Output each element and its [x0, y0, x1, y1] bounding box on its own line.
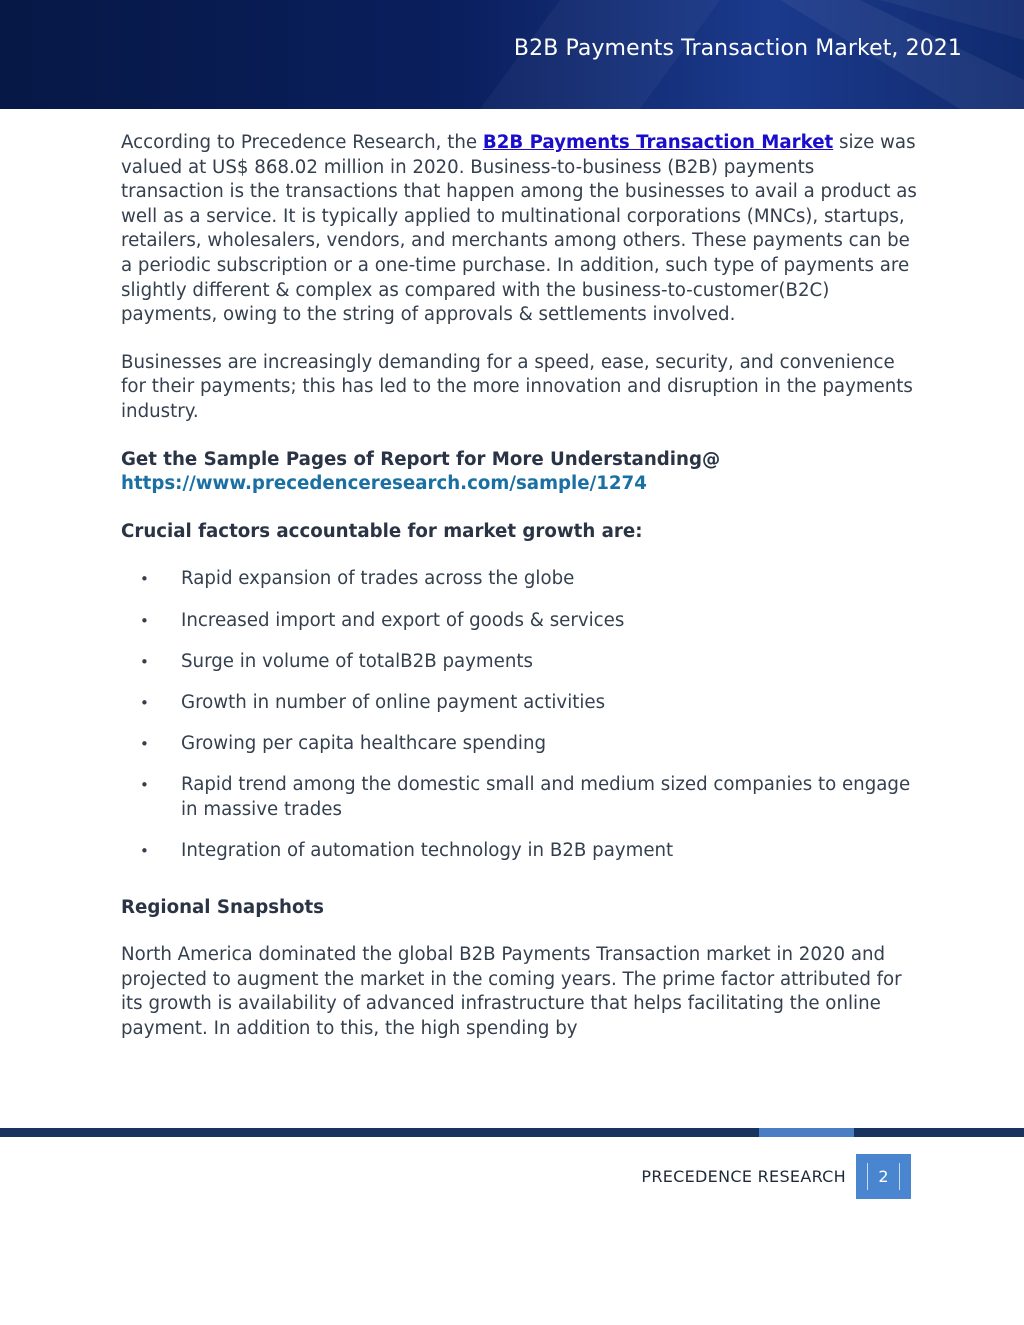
bullet-icon: • — [140, 693, 149, 712]
sample-request — [121, 448, 921, 497]
bullet-icon: • — [140, 776, 149, 795]
footer-brand: PRECEDENCE RESEARCH — [641, 1167, 846, 1186]
list-item: • Rapid expansion of trades across the globe — [121, 567, 921, 592]
list-item: • Surge in volume of totalB2B payments — [121, 650, 921, 675]
market-report-link[interactable]: B2B Payments Transaction Market — [482, 132, 834, 153]
list-item: • Increased import and export of goods & services — [121, 609, 921, 634]
document-body — [121, 131, 921, 1065]
factors-list — [121, 567, 921, 863]
list-item: • Growth in number of online payment activities — [121, 691, 921, 716]
page-number: 2 — [867, 1163, 899, 1190]
footer-rule-accent — [759, 1128, 854, 1137]
factors-heading: Crucial factors accountable for market growth are: — [121, 520, 643, 542]
list-item: • Growing per capita healthcare spending — [121, 732, 921, 757]
intro-prefix: According to Precedence Research, the — [121, 132, 483, 153]
regional-paragraph: North America dominated the global B2B Payments Transaction market in 2020 and projected to augment the market in the coming years. The prime factor attributed for its growth is availability of advanced infrastructure that helps facilitating the online payment. In addition to this, the high spending by — [121, 944, 902, 1039]
intro-paragraph — [121, 131, 921, 328]
list-item: • Rapid trend among the domestic small and medium sized companies to engage in massive trades — [140, 774, 911, 820]
header-banner — [0, 0, 1024, 109]
bullet-icon: • — [140, 842, 149, 861]
bullet-icon: • — [140, 652, 149, 671]
regional-heading: Regional Snapshots — [121, 896, 325, 918]
intro-body: size was valued at US$ 868.02 million in 2020. Business-to-business (B2B) payments transaction is the transactions that happen among the businesses to avail a product as well as a service. It is typically applied to multinational corporations (MNCs), startups, retailers, wholesalers, vendors, and merchants among others. These payments can be a periodic subscription or a one-time purchase. In addition, such type of payments are slightly different & complex as compared with the business-to-customer(B2C) payments, owing to the string of approvals & settlements involved. — [121, 132, 917, 326]
page-number-box — [856, 1154, 911, 1199]
list-item: • Integration of automation technology in B2B payment — [121, 839, 921, 864]
demand-paragraph: Businesses are increasingly demanding for a speed, ease, security, and convenience for their payments; this has led to the more innovation and disruption in the payments industry. — [121, 351, 913, 422]
footer-rule — [0, 1128, 1024, 1137]
sample-link[interactable]: https://www.precedenceresearch.com/sample/1274 — [121, 473, 647, 495]
header-title: B2B Payments Transaction Market, 2021 — [513, 36, 962, 61]
bullet-icon: • — [140, 611, 149, 630]
bullet-icon: • — [140, 735, 149, 754]
bullet-icon: • — [140, 570, 149, 589]
sample-label: Get the Sample Pages of Report for More Understanding@ — [121, 448, 721, 470]
